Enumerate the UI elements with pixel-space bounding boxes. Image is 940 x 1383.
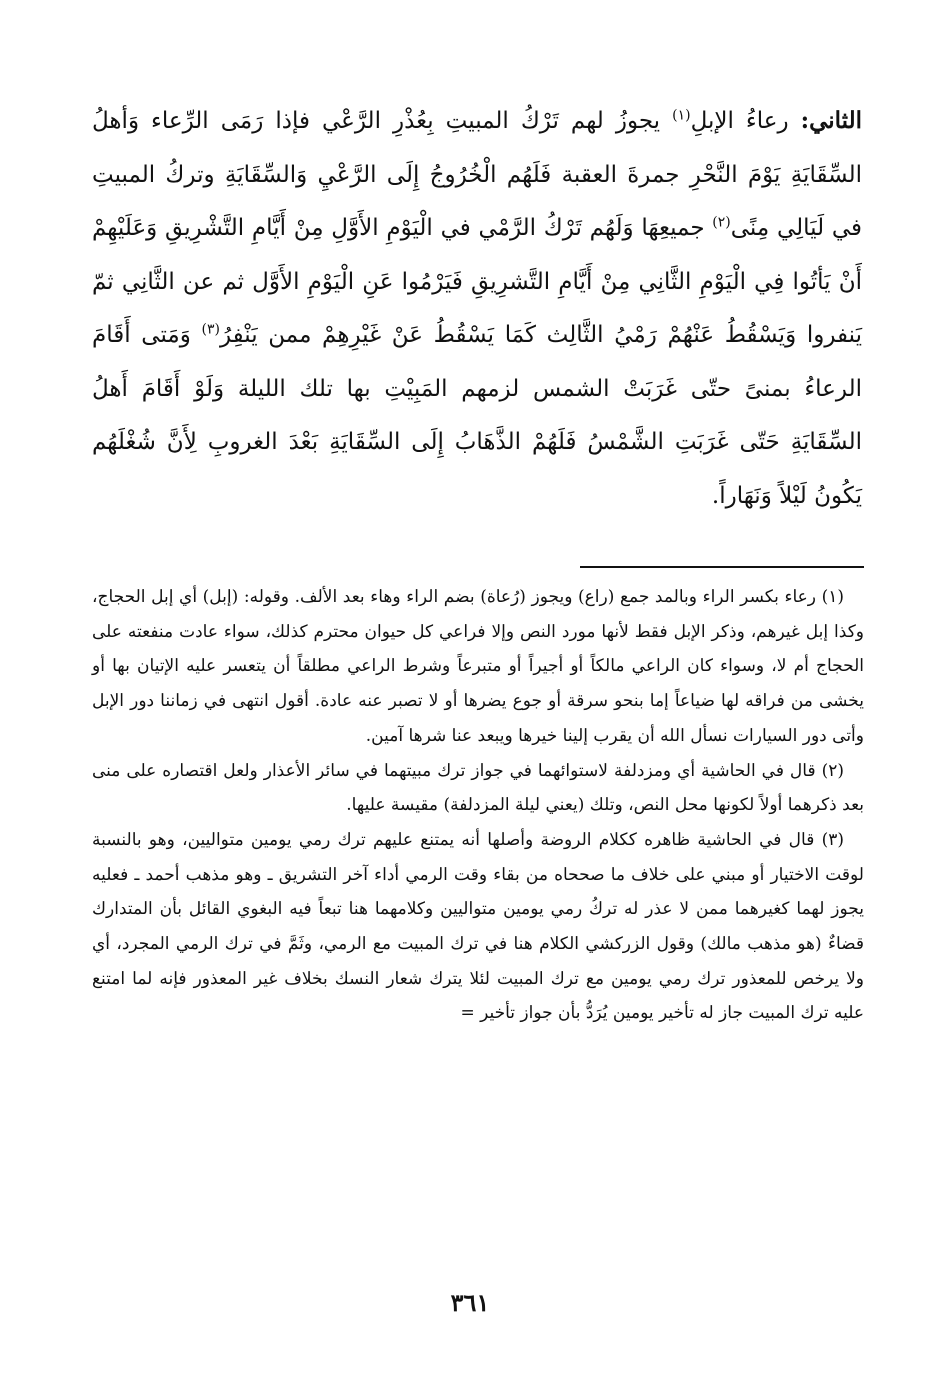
main-text-part-1: رعاءُ الإبلِ	[690, 108, 789, 134]
footnote-reference-3[interactable]: (٣)	[201, 321, 220, 338]
main-text-part-2: يجوزُ لهم تَرْكُ المبيتِ بِعُذْرِ الرَّعْي فإذا رَمَى الرِّعاء وَأهلُ السِّقَايَةِ يَوْمَ النَّحْرِ جمرةَ العقبة فَلَهُم الْخُرُوجُ إِلَى الرَّعْيِ وَالسِّقَايَةِ وتركُ المبيتِ في لَيَالِي مِنًى	[92, 108, 862, 241]
footnote-reference-1[interactable]: (١)	[672, 107, 691, 124]
section-lead-word: الثاني:	[800, 107, 862, 134]
footnote-2: (٢) قال في الحاشية أي ومزدلفة لاستوائهما في جواز ترك مبيتهما في سائر الأعذار ولعل اقتصاره على منى بعد ذكرهما أولاً لكونها محل النص، وتلك (يعني ليلة المزدلفة) مقيسة عليها.	[92, 760, 864, 816]
main-text	[92, 94, 862, 523]
footnotes	[92, 580, 864, 1031]
page-number: ٣٦١	[450, 1288, 490, 1317]
main-paragraph	[92, 94, 862, 523]
footnote-1: (١) رعاء بكسر الراء وبالمد جمع (راع) ويجوز (رُعاة) بضم الراء وهاء بعد الألف. وقوله: (إبل) أي إبل الحجاج، وكذا إبل غيرهم، وذكر الإبل فقط لأنها مورد النص وإلا فراعي كل حيوان محترم كذلك، سواء عادت منفعته على الحجاج أم لا، وسواء كان الراعي مالكاً أو أجيراً أو متبرعاً وشرط الراعي مطلقاً أن يتعسر عليه الإتيان بها أو يخشى من فراقه لها ضياعاً إما بنحو سرقة أو جوع يضرها أو لا تصبر عنه عادة. أقول انتهى في زماننا دور الإبل وأتى دور السيارات نسأل الله أن يقرب إلينا خيرها ويبعد عنا شرها آمين.	[92, 587, 864, 746]
footnote-3: (٣) قال في الحاشية ظاهره ككلام الروضة وأصلها أنه يمتنع عليهم ترك رمي يومين متواليين، وهو بالنسبة لوقت الاختيار أو مبني على خلاف ما صححاه من بقاء وقت الرمي أداء آخر التشريق ـ وهو مذهب أحمد ـ فعليه يجوز لهما كغيرهما ممن لا عذر له تركُ رمي يومين متواليين وكلامهما هنا تبعاً فيه البغوي القائل بأن المتدارك قضاءٌ (هو مذهب مالك) وقول الزركشي الكلام هنا في ترك المبيت مع الرمي، وثَمَّ في ترك الرمي المجرد، أي ولا يرخص للمعذور ترك رمي يومين مع ترك المبيت لئلا يترك شعار النسك بخلاف غير المعذور فإنه لما امتنع عليه ترك المبيت جاز له تأخير يومين يُرَدُّ بأن جواز تأخير =	[92, 829, 864, 1024]
footnote-separator	[580, 566, 864, 568]
footnote-reference-2[interactable]: (٢)	[712, 214, 731, 231]
main-text-part-4: وَمَتى أَقَامَ الرعاءُ بمنىً حتّى غَرَبَتْ الشمس لزمهم المَبِيْتِ بها تلك الليلة وَلَوْ أَقَامَ أَهلُ السِّقَايَةِ حَتّى غَرَبَتِ الشَّمْسُ فَلَهُمْ الذَّهَابُ إِلَى السِّقَايَةِ بَعْدَ الغروبِ لِأَنَّ شُغْلَهُم يَكُونُ لَيْلاً وَنَهَاراً.	[92, 322, 862, 509]
main-text-part-3: جميعِهَا وَلَهُم تَرْكُ الرَّمْي في الْيَوْمِ الأَوَّلِ مِنْ أَيَّامِ التَّشْرِيقِ وَعَلَيْهِمْ أَنْ يَأتُوا فِي الْيَوْمِ الثَّانِي مِنْ أَيَّامِ التَّشرِيقِ فَيَرْمُوا عَنِ الْيَوْمِ الأَوَّل ثم عن الثَّانِي ثمّ يَنفروا وَيَسْقُطُ عَنْهُمْ رَمْيُ الثَّالِث كَمَا يَسْقُطُ عَنْ غَيْرِهِمْ ممن يَنْفِرُ	[92, 215, 862, 348]
